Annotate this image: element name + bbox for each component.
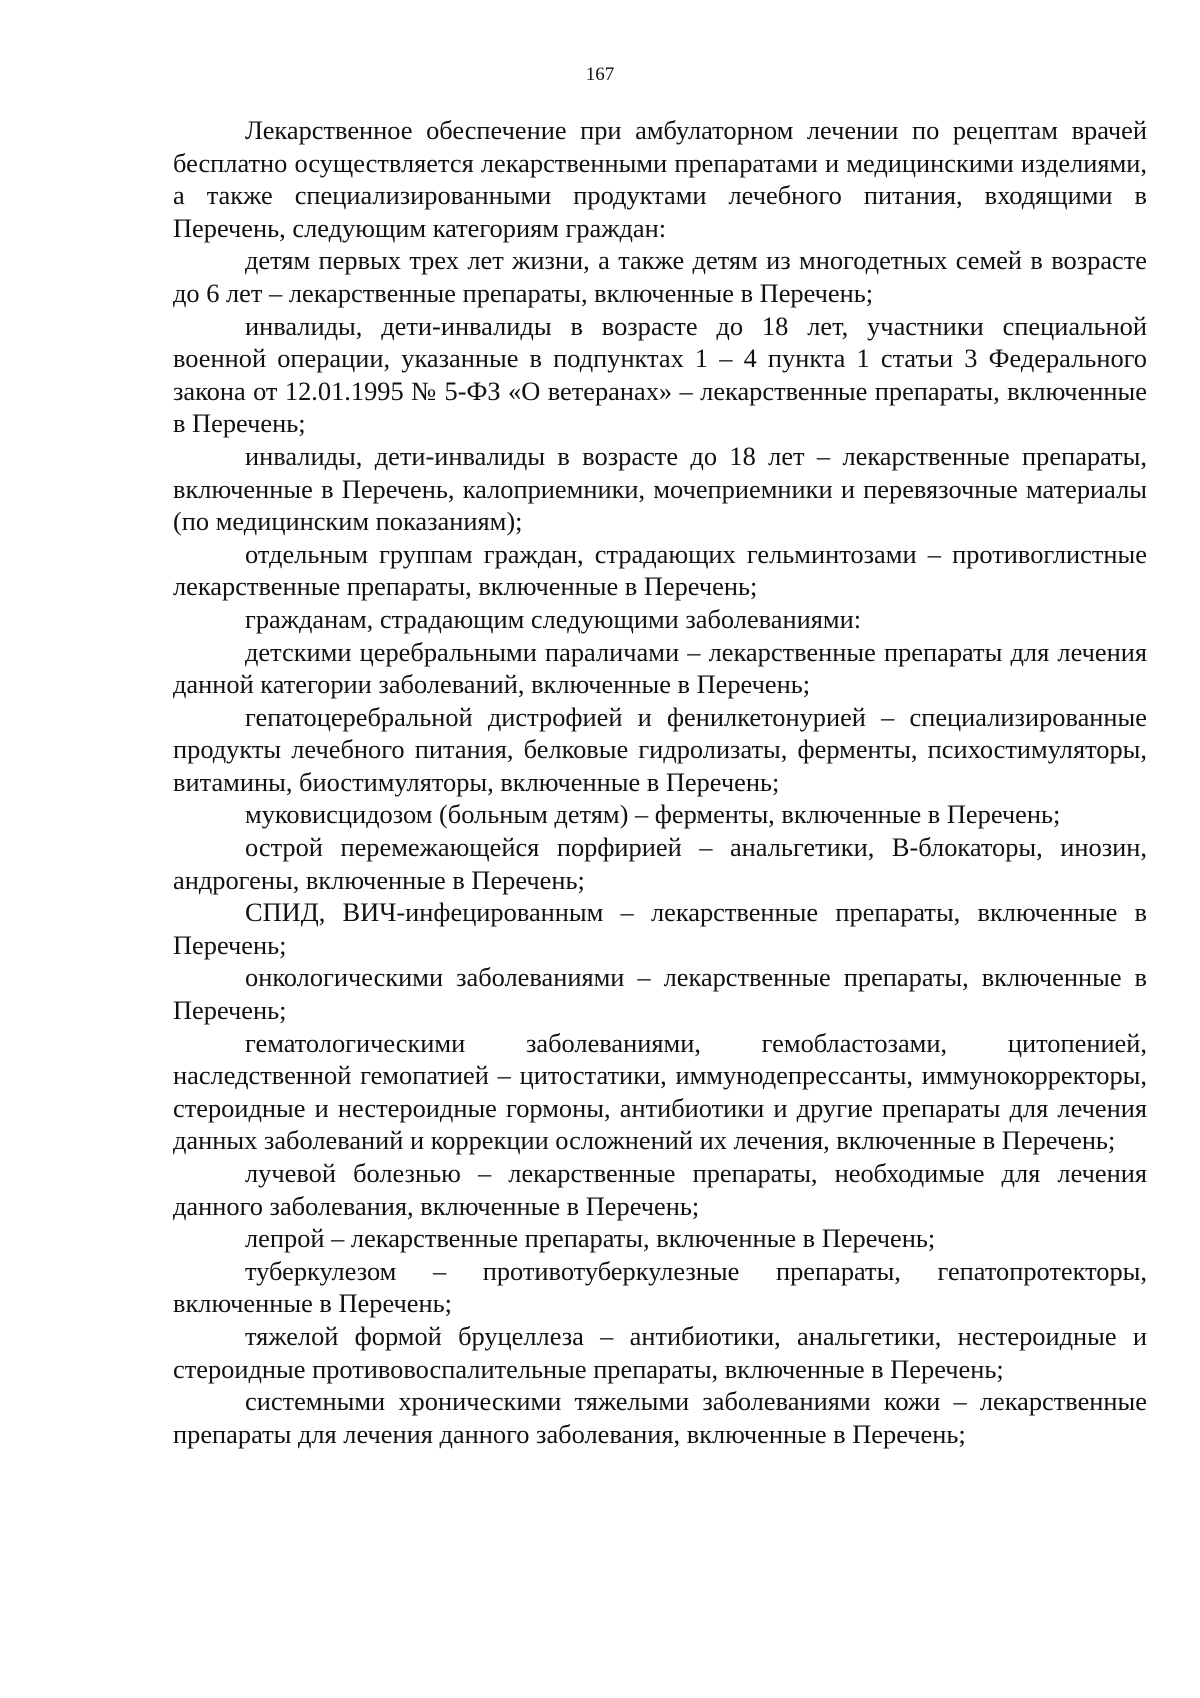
page-number: 167 (585, 64, 615, 85)
paragraph-porphyria: острой перемежающейся порфирией – анальгетики, В-блокаторы, инозин, андрогены, включенные в Перечень; (173, 832, 1147, 895)
paragraph-tuberculosis: туберкулезом – противотуберкулезные препараты, гепатопротекторы, включенные в Перечень; (173, 1255, 1147, 1319)
paragraph-brucellosis: тяжелой формой бруцеллеза – антибиотики, анальгетики, нестероидные и стероидные противовоспалительные препараты, включенные в Перечень; (173, 1320, 1147, 1384)
paragraph-oncology: онкологическими заболеваниями – лекарственные препараты, включенные в Перечень; (173, 962, 1147, 1026)
paragraph-hiv: СПИД, ВИЧ-инфецированным – лекарственные препараты, включенные в Перечень; (173, 897, 1147, 960)
paragraph-diseases-heading: гражданам, страдающим следующими заболеваниями: (245, 603, 862, 634)
paragraph-helminthiasis: отдельным группам граждан, страдающих гельминтозами – противоглистные лекарственные препараты, включенные в Перечень; (173, 538, 1147, 602)
paragraph-radiation-sickness: лучевой болезнью – лекарственные препараты, необходимые для лечения данного заболевания, включенные в Перечень; (173, 1158, 1147, 1221)
document-body (173, 114, 1147, 1450)
paragraph-skin-diseases: системными хроническими тяжелыми заболеваниями кожи – лекарственные препараты для лечения данного заболевания, включенные в Перечень; (173, 1386, 1147, 1449)
paragraph-children-under-3: детям первых трех лет жизни, а также детям из многодетных семей в возрасте до 6 лет – лекарственные препараты, включенные в Перечень; (173, 245, 1147, 308)
paragraph-leprosy: лепрой – лекарственные препараты, включенные в Перечень; (245, 1223, 936, 1254)
paragraph-hepatocerebral: гепатоцеребральной дистрофией и фенилкетонурией – специализированные продукты лечебного питания, белковые гидролизаты, ферменты, психостимуляторы, витамины, биостимуляторы, включенные в Перечень; (173, 701, 1147, 797)
paragraph-intro: Лекарственное обеспечение при амбулаторном лечении по рецептам врачей бесплатно осуществляется лекарственными препаратами и медицинскими изделиями, а также специализированными продуктами лечебного питания, входящими в Перечень, следующим категориям граждан: (173, 115, 1147, 243)
paragraph-hematology: гематологическими заболеваниями, гемобластозами, цитопенией, наследственной гемопатией – цитостатики, иммунодепрессанты, иммунокорректоры, стероидные и нестероидные гормоны, антибиотики и другие препараты для лечения данных заболеваний и коррекции осложнений их лечения, включенные в Перечень; (173, 1027, 1147, 1156)
paragraph-disabled-veterans: инвалиды, дети-инвалиды в возрасте до 18 лет, участники специальной военной операции, указанные в подпунктах 1 – 4 пункта 1 статьи 3 Федерального закона от 12.01.1995 № 5-ФЗ «О ветеранах» – лекарственные препараты, включенные в Перечень; (173, 310, 1147, 439)
paragraph-disabled-ostomy: инвалиды, дети-инвалиды в возрасте до 18 лет – лекарственные препараты, включенные в Перечень, калоприемники, мочеприемники и перевязочные материалы (по медицинским показаниям); (173, 440, 1147, 537)
paragraph-cerebral-palsy: детскими церебральными параличами – лекарственные препараты для лечения данной категории заболеваний, включенные в Перечень; (173, 636, 1147, 700)
paragraph-cystic-fibrosis: муковисцидозом (больным детям) – ферменты, включенные в Перечень; (245, 799, 1061, 830)
